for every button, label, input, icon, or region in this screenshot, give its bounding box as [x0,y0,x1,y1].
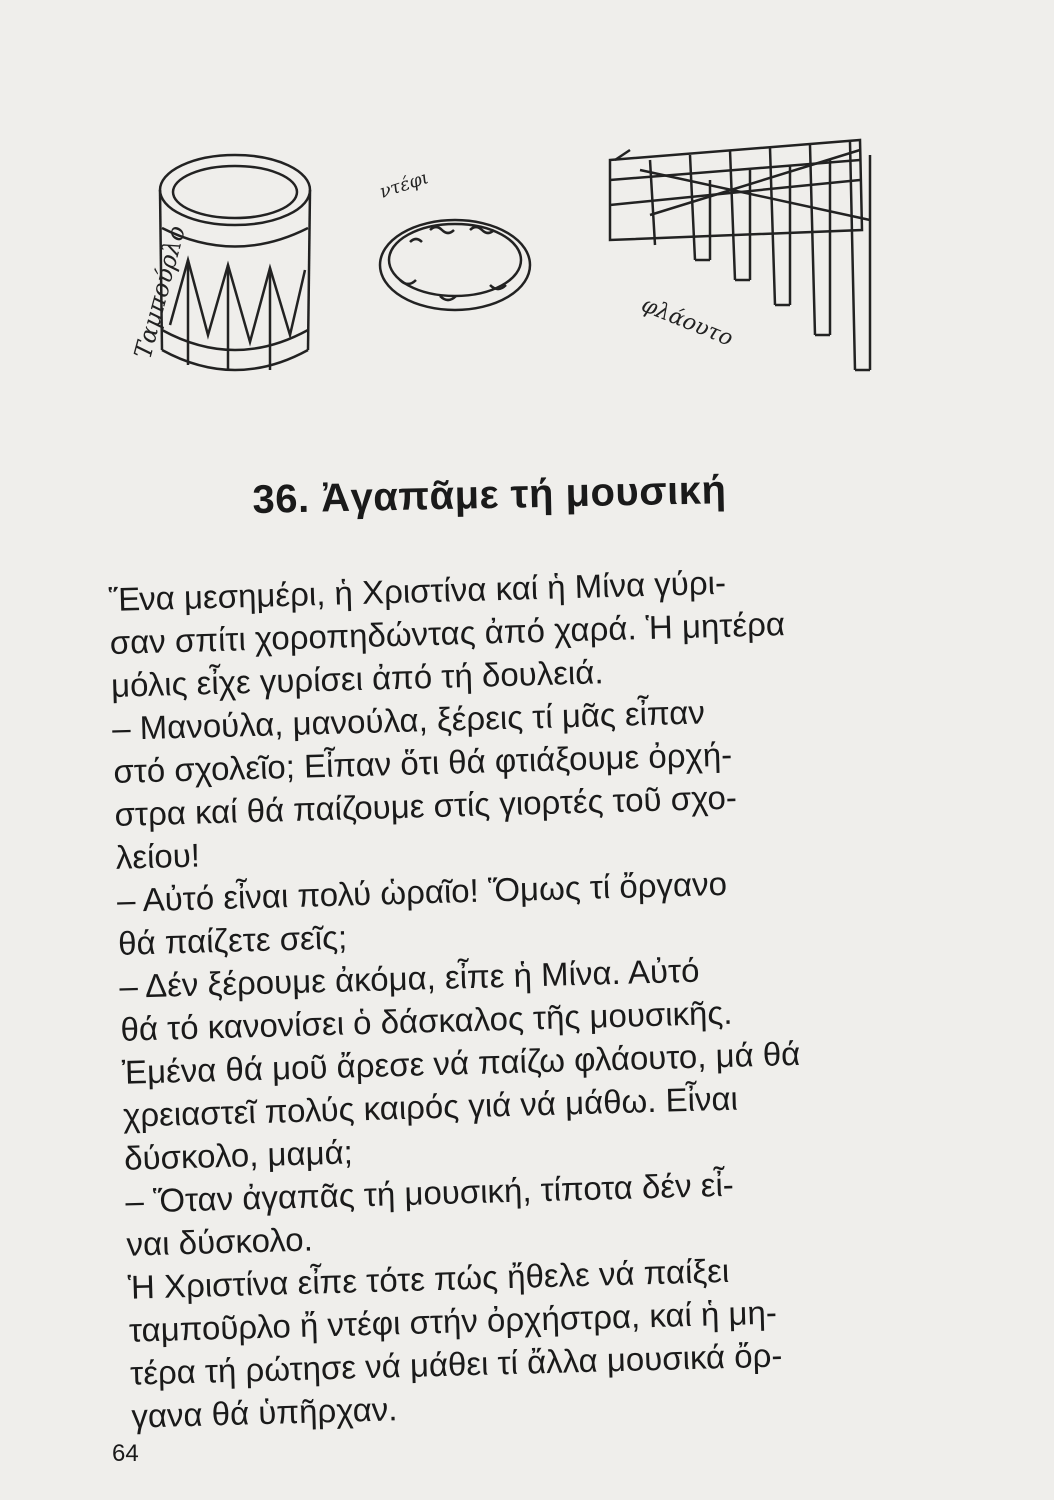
tambourine-label: ντέφι [377,167,432,203]
text-line: ταμποῦρλο ἤ ντέφι στήν ὀρχήστρα, καί ἡ μη- [128,1293,778,1349]
text-line: Ἕνα μεσημέρι, ἡ Χριστίνα καί ἡ Μίνα γύρι- [108,563,727,618]
text-line: ναι δύσκολο. [126,1220,314,1263]
text-line: – Μανούλα, μανούλα, ξέρεις τί μᾶς εἶπαν [111,693,706,747]
text-line: δύσκολο, μαμά; [123,1133,354,1177]
text-line: Ἡ Χριστίνα εἶπε τότε πώς ἤθελε νά παίξει [127,1251,730,1306]
text-line: θά τό κανονίσει ὁ δάσκαλος τῆς μουσικῆς. [120,993,733,1048]
page-number: 64 [112,1440,139,1467]
text-line: γανα θά ὑπῆρχαν. [130,1390,398,1435]
text-line: στρα καί θά παίζουμε στίς γιορτές τοῦ σχο- [114,778,738,833]
drum-icon [160,155,310,370]
text-line: λείου! [115,836,201,876]
instruments-drawing [110,120,910,420]
drum-label: Ταμπούρλο [128,222,192,362]
text-line: Ἐμένα θά μοῦ ἄρεσε νά παίζω φλάουτο, μά θά [121,1034,801,1091]
text-line: θά παίζετε σεῖς; [117,918,348,962]
instruments-illustration [110,120,910,420]
text-line: – Ὅταν ἀγαπᾶς τή μουσική, τίποτα δέν εἶ- [124,1165,735,1220]
tambourine-icon [380,220,530,310]
pan-flute-icon [610,140,870,370]
text-line: – Αὐτό εἶναι πολύ ὡραῖο! Ὅμως τί ὄργανο [116,864,728,919]
text-line: μόλις εἶχε γυρίσει ἀπό τή δουλειά. [110,653,604,704]
text-line: – Δέν ξέρουμε ἀκόμα, εἶπε ἡ Μίνα. Αὐτό [118,951,700,1005]
pan-flute-label: φλάουτο [637,292,737,352]
lesson-title: 36. Ἀγαπᾶμε τή μουσική [252,468,727,522]
lesson-text [108,555,972,1438]
text-line: στό σχολεῖο; Εἶπαν ὅτι θά φτιάξουμε ὀρχή- [112,735,733,790]
text-line: σαν σπίτι χοροπηδώντας ἀπό χαρά. Ἡ μητέρα [109,605,786,661]
text-line: χρειαστεῖ πολύς καιρός γιά νά μάθω. Εἶναι [122,1079,739,1134]
text-line: τέρα τή ρώτησε νά μάθει τί ἄλλα μουσικά ὄρ- [129,1336,783,1392]
